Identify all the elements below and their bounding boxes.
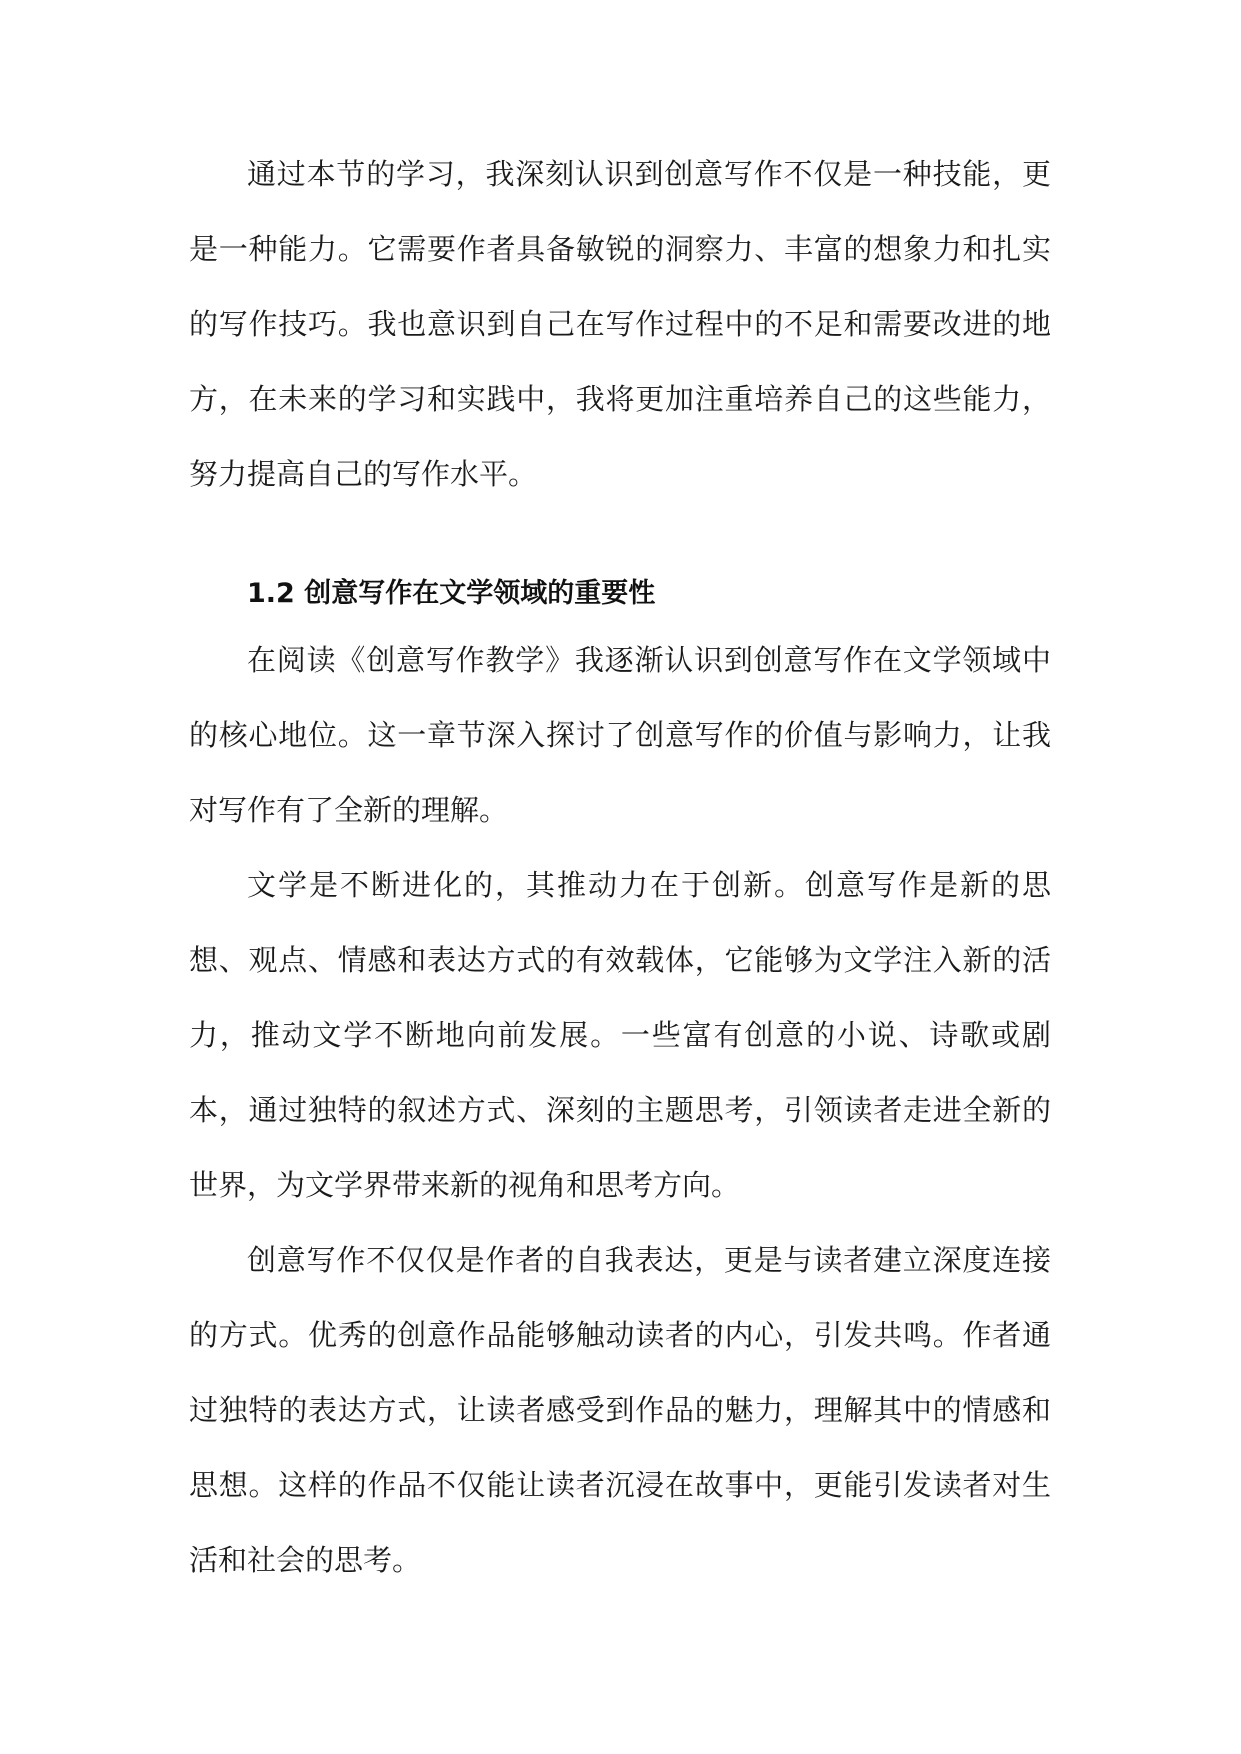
paragraph-literary-innovation: 文学是不断进化的，其推动力在于创新。创意写作是新的思想、观点、情感和表达方式的有效载体，它能够为文学注入新的活力，推动文学不断地向前发展。一些富有创意的小说、诗歌或剧本，通过独特的叙述方式、深刻的主题思考，引领读者走进全新的世界，为文学界带来新的视角和思考方向。	[189, 868, 1051, 1202]
document-body	[189, 137, 1051, 1598]
paragraph-summary: 通过本节的学习，我深刻认识到创意写作不仅是一种技能，更是一种能力。它需要作者具备敏锐的洞察力、丰富的想象力和扎实的写作技巧。我也意识到自己在写作过程中的不足和需要改进的地方，在未来的学习和实践中，我将更加注重培养自己的这些能力，努力提高自己的写作水平。	[189, 157, 1051, 491]
paragraph-core-position: 在阅读《创意写作教学》我逐渐认识到创意写作在文学领域中的核心地位。这一章节深入探讨了创意写作的价值与影响力，让我对写作有了全新的理解。	[189, 643, 1051, 827]
paragraph-reader-connection: 创意写作不仅仅是作者的自我表达，更是与读者建立深度连接的方式。优秀的创意作品能够触动读者的内心，引发共鸣。作者通过独特的表达方式，让读者感受到作品的魅力，理解其中的情感和思想。这样的作品不仅能让读者沉浸在故事中，更能引发读者对生活和社会的思考。	[189, 1243, 1051, 1577]
section-heading: 1.2 创意写作在文学领域的重要性	[247, 578, 656, 609]
